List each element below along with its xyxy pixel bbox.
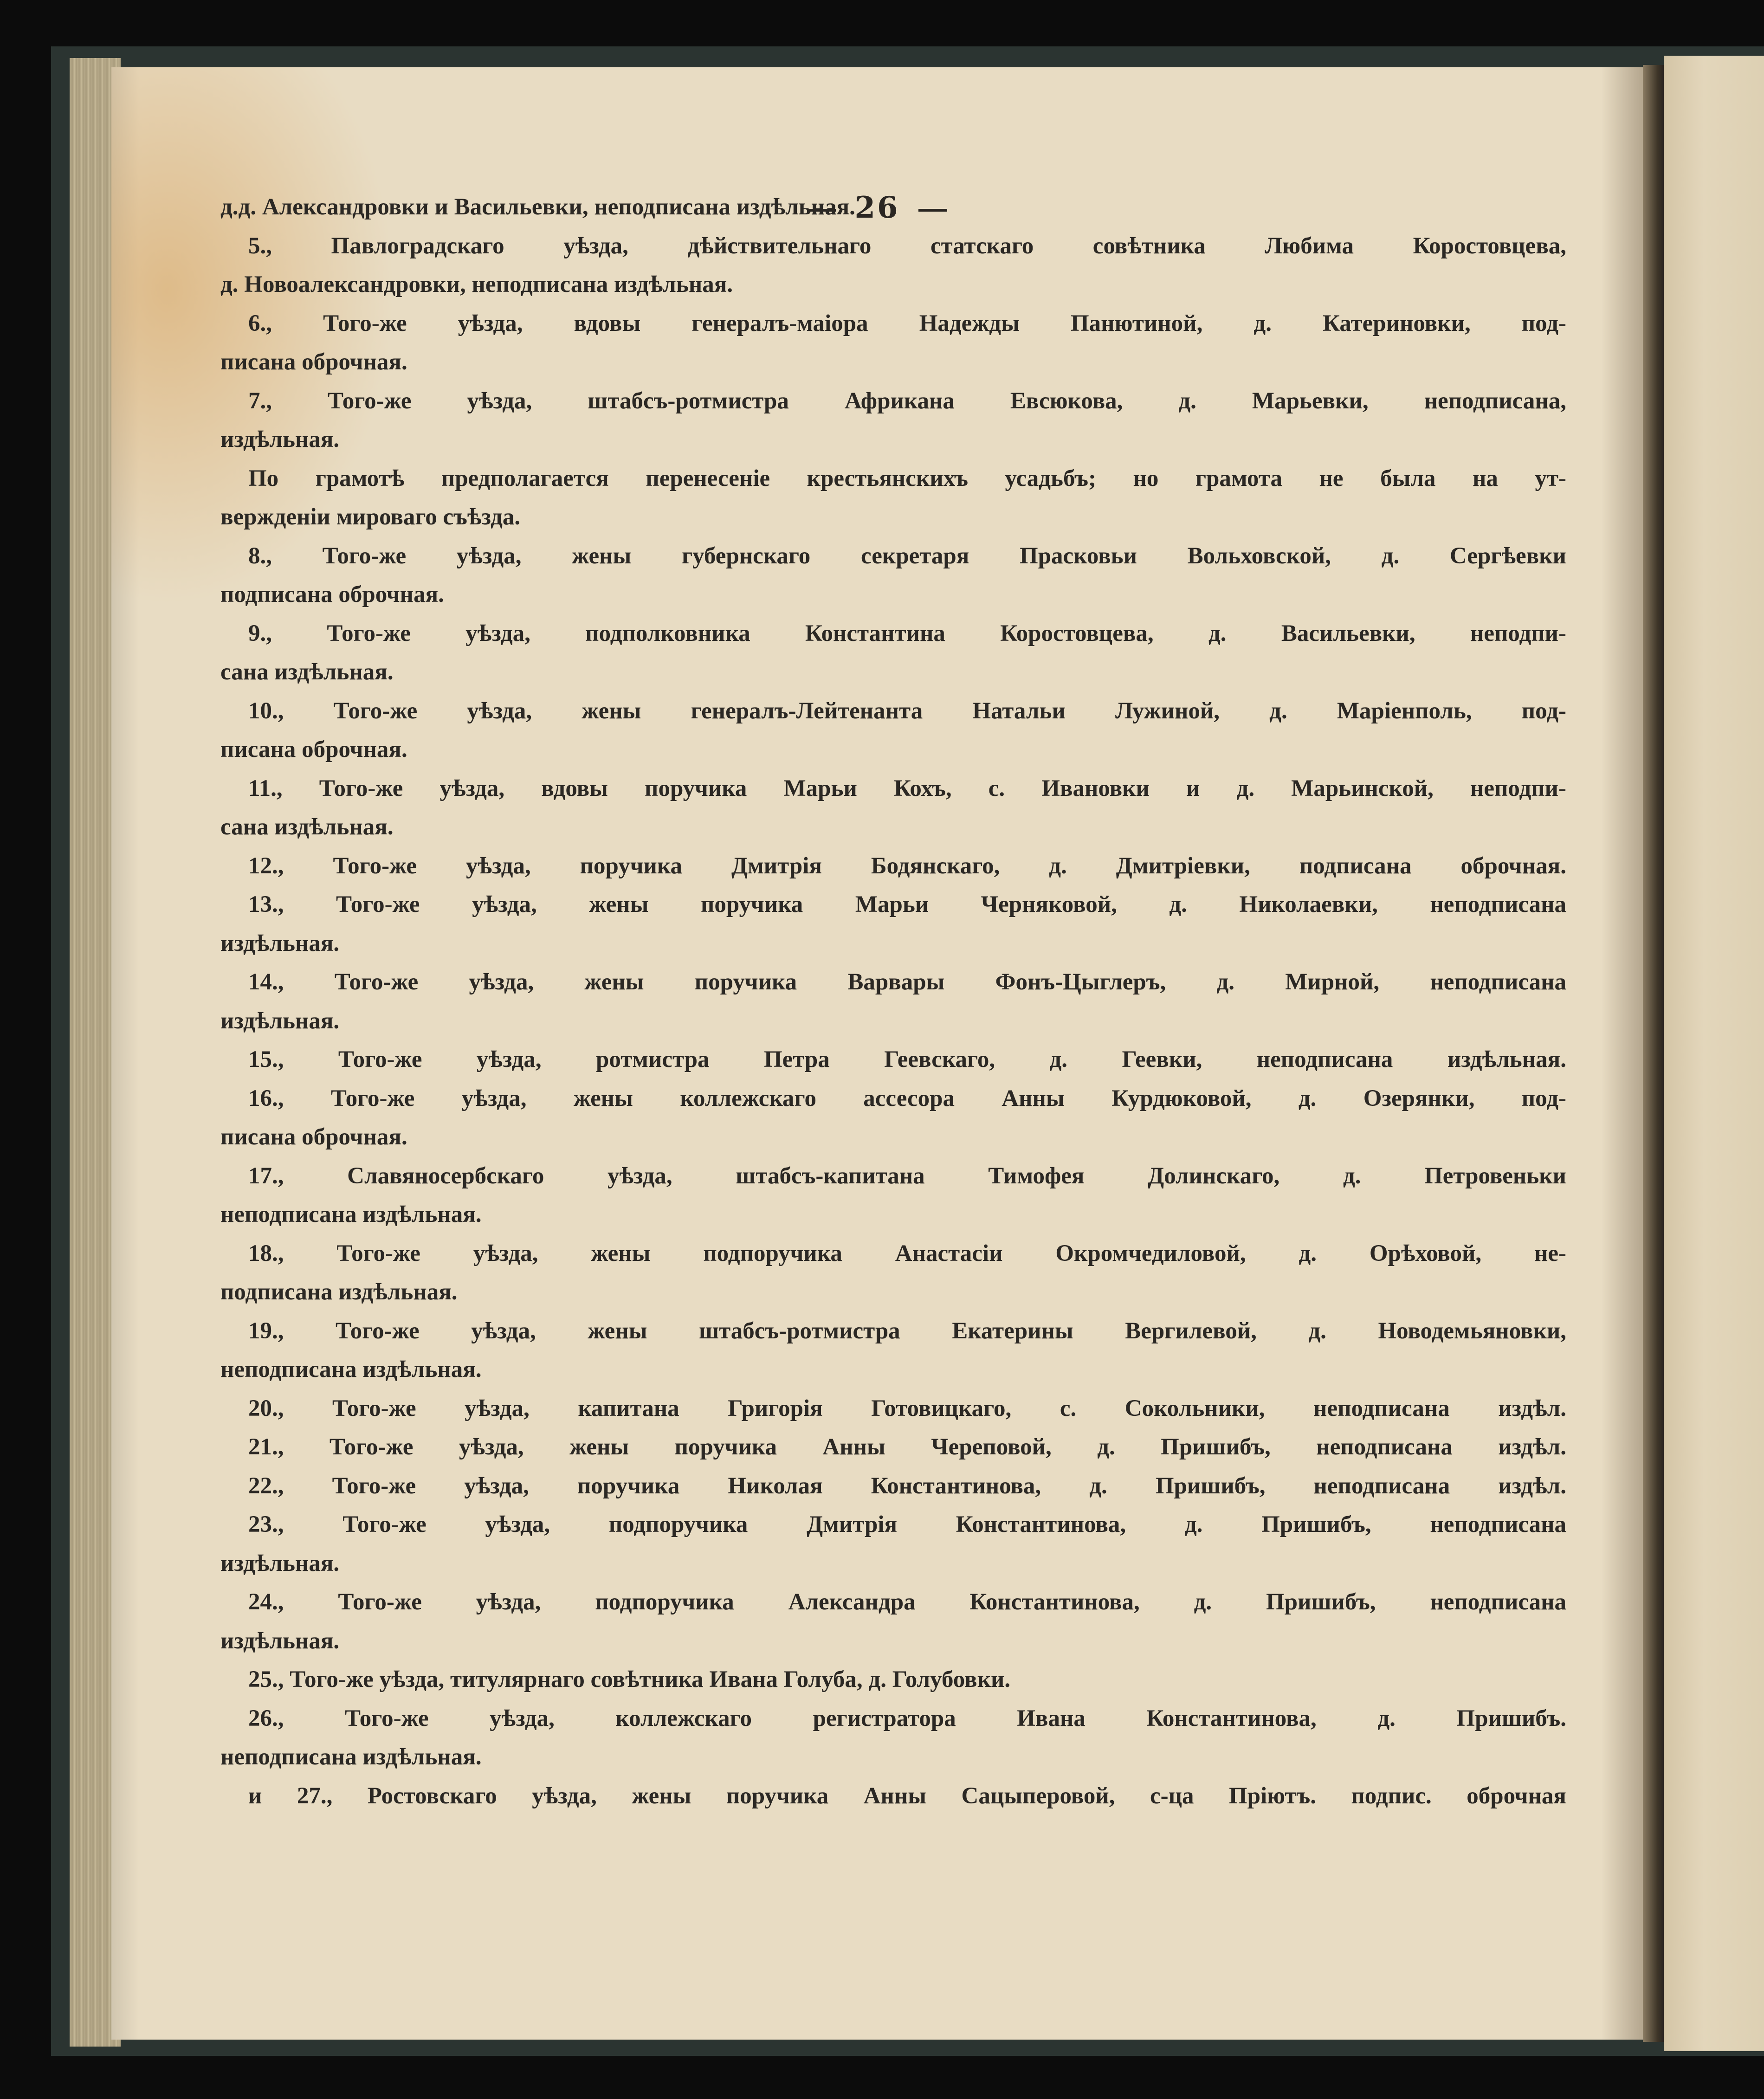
text-line: 24., Того-же уѣзда, подпоручика Александра Константинова, д. Пришибъ, неподписана bbox=[248, 1589, 1566, 1615]
text-line: 14., Того-же уѣзда, жены поручика Варвары Фонъ-Цыглеръ, д. Мирной, неподписана bbox=[248, 969, 1566, 995]
text-line: 12., Того-же уѣзда, поручика Дмитрія Бодянскаго, д. Дмитріевки, подписана оброчная. bbox=[248, 853, 1566, 879]
text-line: издѣльная. bbox=[220, 1008, 340, 1034]
text-line: 5., Павлоградскаго уѣзда, дѣйствительнаго статскаго совѣтника Любима Коростовцева, bbox=[248, 233, 1566, 259]
text-line: издѣльная. bbox=[220, 1628, 340, 1654]
text-line: писана оброчная. bbox=[220, 1124, 407, 1150]
text-line: издѣльная. bbox=[220, 426, 340, 452]
text-line: неподписана издѣльная. bbox=[220, 1356, 482, 1382]
text-line: По грамотѣ предполагается перенесеніе крестьянскихъ усадьбъ; но грамота не была на ут- bbox=[248, 465, 1566, 491]
text-line: 22., Того-же уѣзда, поручика Николая Константинова, д. Пришибъ, неподписана издѣл. bbox=[248, 1473, 1566, 1499]
page-text bbox=[220, 188, 1566, 1815]
text-line: 19., Того-же уѣзда, жены штабсъ-ротмистра Екатерины Вергилевой, д. Новодемьяновки, bbox=[248, 1318, 1566, 1344]
text-line: 10., Того-же уѣзда, жены генералъ-Лейтенанта Натальи Лужиной, д. Маріенполь, под- bbox=[248, 698, 1566, 724]
text-line: 20., Того-же уѣзда, капитана Григорія Готовицкаго, с. Сокольники, неподписана издѣл. bbox=[248, 1395, 1566, 1421]
text-line: 15., Того-же уѣзда, ротмистра Петра Геевскаго, д. Геевки, неподписана издѣльная. bbox=[248, 1046, 1566, 1072]
text-line: 21., Того-же уѣзда, жены поручика Анны Череповой, д. Пришибъ, неподписана издѣл. bbox=[248, 1434, 1566, 1460]
text-line: издѣльная. bbox=[220, 930, 340, 956]
text-line: вержденіи мироваго съѣзда. bbox=[220, 504, 521, 530]
text-line: 25., Того-же уѣзда, титулярнаго совѣтника Ивана Голуба, д. Голубовки. bbox=[248, 1666, 1011, 1692]
text-line: 13., Того-же уѣзда, жены поручика Марьи Черняковой, д. Николаевки, неподписана bbox=[248, 891, 1566, 917]
text-line: д.д. Александровки и Васильевки, неподписана издѣльная. bbox=[220, 194, 855, 220]
facing-page bbox=[1664, 56, 1764, 2051]
text-line: 16., Того-же уѣзда, жены коллежскаго ассесора Анны Курдюковой, д. Озерянки, под- bbox=[248, 1085, 1566, 1111]
text-line: писана оброчная. bbox=[220, 349, 407, 375]
text-line: 7., Того-же уѣзда, штабсъ-ротмистра Африкана Евсюкова, д. Марьевки, неподписана, bbox=[248, 388, 1566, 414]
text-line: 26., Того-же уѣзда, коллежскаго регистратора Ивана Константинова, д. Пришибъ. bbox=[248, 1705, 1566, 1731]
text-line: 17., Славяносербскаго уѣзда, штабсъ-капитана Тимофея Долинскаго, д. Петровеньки bbox=[248, 1163, 1566, 1189]
text-line: 9., Того-же уѣзда, подполковника Константина Коростовцева, д. Васильевки, неподпи- bbox=[248, 620, 1566, 646]
text-line: 6., Того-же уѣзда, вдовы генералъ-маіора Надежды Панютиной, д. Катериновки, под- bbox=[248, 310, 1566, 336]
text-line: писана оброчная. bbox=[220, 736, 407, 762]
text-line: издѣльная. bbox=[220, 1550, 340, 1576]
text-line: сана издѣльная. bbox=[220, 659, 394, 685]
page-number: 26 bbox=[854, 190, 900, 225]
text-line: сана издѣльная. bbox=[220, 814, 394, 840]
text-line: неподписана издѣльная. bbox=[220, 1744, 482, 1770]
text-line: подписана оброчная. bbox=[220, 581, 444, 607]
text-line: подписана издѣльная. bbox=[220, 1279, 458, 1305]
text-line: д. Новоалександровки, неподписана издѣльная. bbox=[220, 271, 733, 297]
text-line: 23., Того-же уѣзда, подпоручика Дмитрія Константинова, д. Пришибъ, неподписана bbox=[248, 1511, 1566, 1537]
text-line: и 27., Ростовскаго уѣзда, жены поручика Анны Сацыперовой, с-ца Пріютъ. подпис. оброчная bbox=[248, 1783, 1566, 1809]
book-gutter bbox=[1643, 65, 1664, 2042]
text-line: неподписана издѣльная. bbox=[220, 1201, 482, 1227]
text-line: 11., Того-же уѣзда, вдовы поручика Марьи Кохъ, с. Ивановки и д. Марьинской, неподпи- bbox=[248, 775, 1566, 801]
text-line: 18., Того-же уѣзда, жены подпоручика Анастасіи Окромчедиловой, д. Орѣховой, не- bbox=[248, 1240, 1566, 1266]
text-line: 8., Того-же уѣзда, жены губернскаго секретаря Прасковьи Вольховской, д. Сергѣевки bbox=[248, 543, 1566, 569]
